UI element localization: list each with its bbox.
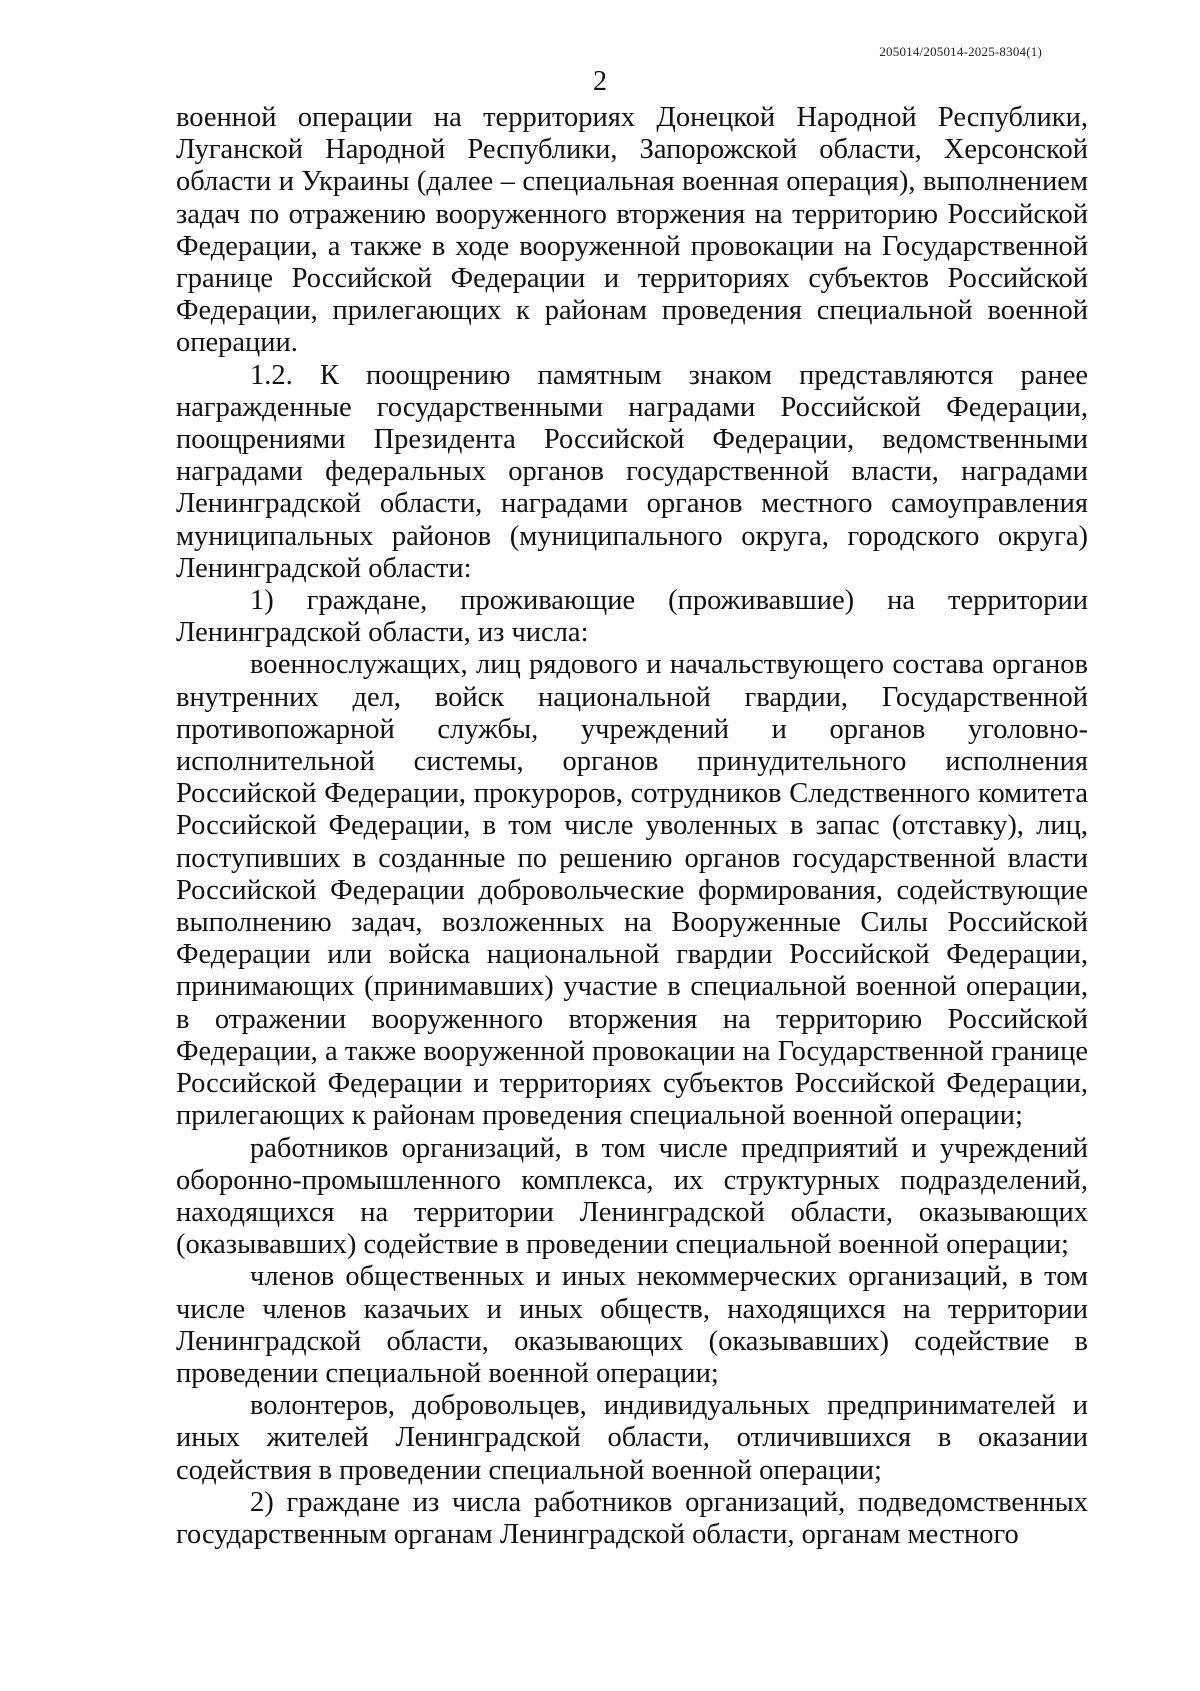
paragraph-continuation: военной операции на территориях Донецкой Народной Республики, Луганской Народной Республики, Запорожской области, Херсонской области и Украины (далее – специальная военная операция), выполнением задач по отражению вооруженного вторжения на территорию Российской Федерации, а также в ходе вооруженной провокации на Государственной границе Российской Федерации и территориях субъектов Российской Федерации, прилегающих к районам проведения специальной военной операции. <box>176 102 1088 359</box>
paragraph-servicemen: военнослужащих, лиц рядового и начальствующего состава органов внутренних дел, войск национальной гвардии, Государственной противопожарной службы, учреждений и органов уголовно-исполнительной системы, органов принудительного исполнения Российской Федерации, прокуроров, сотрудников Следственного комитета Российской Федерации, в том числе уволенных в запас (отставку), лиц, поступивших в созданные по решению органов государственной власти Российской Федерации добровольческие формирования, содействующие выполнению задач, возложенных на Вооруженные Силы Российской Федерации или войска национальной гвардии Российской Федерации, принимающих (принимавших) участие в специальной военной операции, в отражении вооруженного вторжения на территорию Российской Федерации, а также вооруженной провокации на Государственной границе Российской Федерации и территориях субъектов Российской Федерации, прилегающих к районам проведения специальной военной операции; <box>176 649 1088 1132</box>
list-item-1: 1) граждане, проживающие (проживавшие) на территории Ленинградской области, из числа: <box>176 585 1088 649</box>
list-item-2: 2) граждане из числа работников организаций, подведомственных государственным органам Ленинградской области, органам местного <box>176 1486 1088 1550</box>
paragraph-workers: работников организаций, в том числе предприятий и учреждений оборонно-промышленного комплекса, их структурных подразделений, находящихся на территории Ленинградской области, оказывающих (оказывавших) содействие в проведении специальной военной операции; <box>176 1132 1088 1261</box>
document-body <box>176 102 1088 1551</box>
document-id: 205014/205014-2025-8304(1) <box>879 44 1042 59</box>
paragraph-volunteers: волонтеров, добровольцев, индивидуальных предпринимателей и иных жителей Ленинградской области, отличившихся в оказании содействия в проведении специальной военной операции; <box>176 1390 1088 1486</box>
paragraph-organization-members: членов общественных и иных некоммерческих организаций, в том числе членов казачьих и иных обществ, находящихся на территории Ленинградской области, оказывающих (оказывавших) содействие в проведении специальной военной операции; <box>176 1261 1088 1389</box>
paragraph-1-2: 1.2. К поощрению памятным знаком представляются ранее награжденные государственными наградами Российской Федерации, поощрениями Президента Российской Федерации, ведомственными наградами федеральных органов государственной власти, наградами Ленинградской области, наградами органов местного самоуправления муниципальных районов (муниципального округа, городского округа) Ленинградской области: <box>176 359 1088 584</box>
page-number: 2 <box>593 66 607 97</box>
